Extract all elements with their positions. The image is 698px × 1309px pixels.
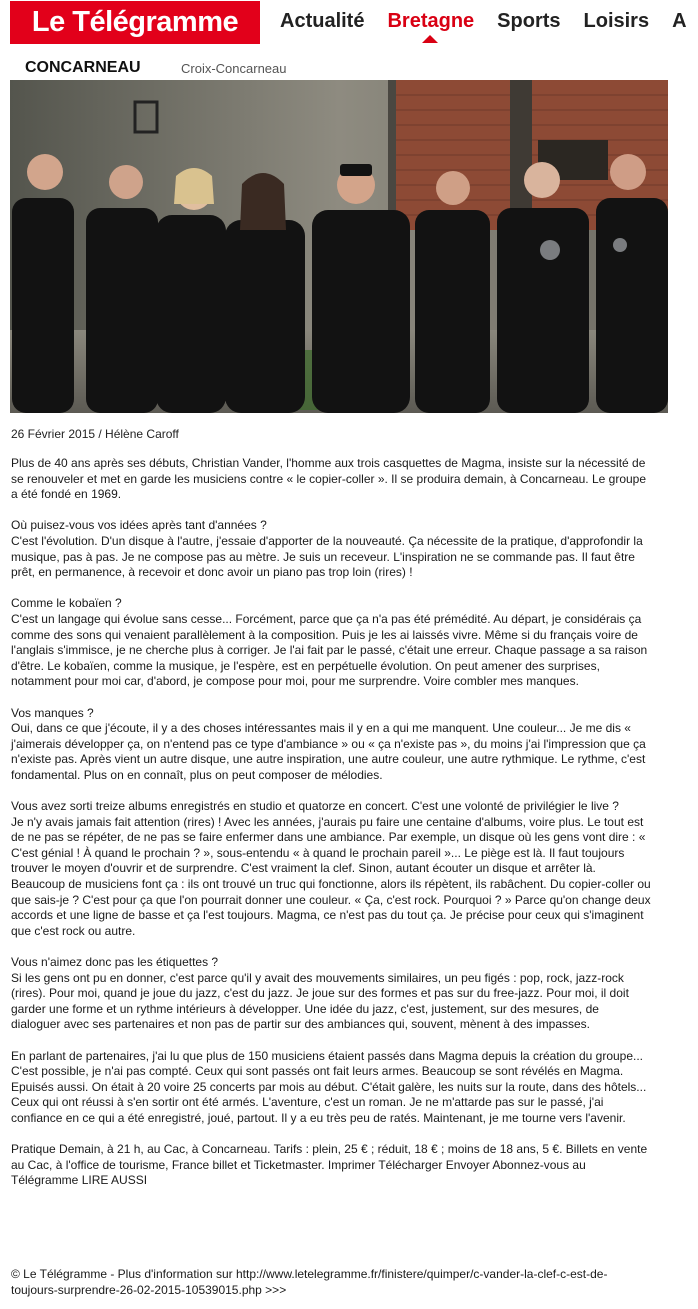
article-paragraph: Vous avez sorti treize albums enregistrés en studio et quatorze en concert. C'est une volonté de privilégier le live ? Je n'y avais jamais fait attention (rires) ! Avec les années, j'aurais pu faire une centaine d'albums, voire plus. Le tout est de ne pas se répéter, de ne pas se faire enfermer dans une ambiance. Par exemple, un disque où les gens vont dire : « C'est génial ! À quand le prochain ? », sous-entendu « à quand le prochain pareil »... Le piège est là. Il faut toujours trouver le moyen d'ouvrir et de surprendre. C'est vraiment la clef. Sinon, autant écouter un disque et arrêter là. Beaucoup de musiciens font ça : ils ont trouvé un truc qui fonctionne, alors ils répètent, ils rabâchent. Du copier-coller ou que sais-je ? C'est pour ça que l'on pourrait donner une couleur. « Ça, c'est rock. Pourquoi ? » Parce qu'on change deux accords et une ligne de basse et ça l'est toujours. Magma, ce n'est pas du tout ça. Je précise pour ceux qui s'imaginent que c'est rock ou autre. [11,799,651,938]
article-paragraph: Où puisez-vous vos idées après tant d'années ? C'est l'évolution. D'un disque à l'autre, j'essaie d'apporter de la nouveauté. Ça nécessite de la pratique, d'approfondir la musique, pas à pas. Je ne compose pas au mètre. Je suis un receveur. L'inspiration ne se commande pas. Il faut être prêt, en permanence, à recevoir et donc avoir un piano pas trop loin (rires) ! [11,518,643,580]
article-footer-source[interactable]: © Le Télégramme - Plus d'information sur http://www.letelegramme.fr/finistere/quimper/c-vander-la-clef-c-est-de-toujours-surprendre-26-02-2015-10539015.php >>> [11,1267,608,1297]
article-paragraph: Vous n'aimez donc pas les étiquettes ? Si les gens ont pu en donner, c'est parce qu'il y avait des mouvements similaires, un peu figés : pop, rock, jazz-rock (rires). Pour moi, quand je joue du jazz, c'est du jazz. Je joue sur des formes et pas sur du free-jazz. Pour moi, il doit garder une forme et un rythme intérieurs à développer. Une idée du jazz, c'est, justement, sur des mesures, de dialoguer avec ses partenaires et non pas de partir sur des ambiances qui, souvent, mènent à des impasses. [11,955,629,1032]
article-meta: 26 Février 2015 / Hélène Caroff [11,427,179,441]
subcity-link[interactable]: Croix-Concarneau [181,61,287,76]
site-header [0,0,687,52]
main-nav [268,0,698,44]
nav-loisirs[interactable]: Loisirs [583,10,650,32]
article-body [11,456,651,1205]
article-paragraph: En parlant de partenaires, j'ai lu que plus de 150 musiciens étaient passés dans Magma depuis la création du groupe... C'est possible, je n'ai pas compté. Ceux qui sont passés ont fait leurs armes. Beaucoup se sont révélés en Magma. Epuisés aussi. On était à 20 voire 25 concerts par mois au début. C'était galère, les nuits sur la route, dans des hôtels... Ceux qui ont réussi à s'en sortir ont été armés. L'aventure, c'est un roman. Je ne m'attarde pas sur le passé, j'ai confiance en ce qui a été enregistré, joué, partout. Il y a eu très peu de ratés. Maintenant, je me tourne vers l'avenir. [11,1048,647,1125]
nav-actualite[interactable]: Actualité [280,10,365,32]
nav-more[interactable]: A [672,10,687,32]
article-photo [10,80,668,413]
sub-nav [0,52,668,80]
nav-bretagne-label: Bretagne [387,10,475,32]
article-paragraph: Plus de 40 ans après ses débuts, Christian Vander, l'homme aux trois casquettes de Magma, insiste sur la nécessité de se renouveler et met en garde les musiciens contre « le copier-coller ». Il se produira demain, à Concarneau. Le groupe a été fondé en 1969. [11,456,647,502]
band-photo-illustration [10,80,668,413]
article-paragraph: Vos manques ? Oui, dans ce que j'écoute, il y a des choses intéressantes mais il y en a qui me manquent. Une couleur... Je me dis « j'aimerais développer ça, on n'entend pas ce type d'ambiance » ou « ça n'existe pas », du moins j'ai l'impression que ça n'existe pas. Après vient un autre disque, une autre inspiration, une autre couleur, une autre rythmique. Le rythme, c'est fondamental. Plus on en connaît, plus on peut composer de mélodies. [11,705,646,782]
active-caret-icon [422,35,438,43]
site-logo[interactable]: Le Télégramme [10,1,260,44]
nav-sports[interactable]: Sports [497,10,561,32]
city-heading[interactable]: CONCARNEAU [25,59,141,76]
nav-bretagne[interactable] [375,0,485,44]
article-paragraph: Pratique Demain, à 21 h, au Cac, à Concarneau. Tarifs : plein, 25 € ; réduit, 18 € ; moins de 18 ans, 5 €. Billets en vente au Cac, à l'office de tourisme, France billet et Ticketmaster. Imprimer Télécharger Envoyer Abonnez-vous au Télégramme LIRE AUSSI [11,1142,648,1188]
article-paragraph: Comme le kobaïen ? C'est un langage qui évolue sans cesse... Forcément, parce que ça n'a pas été prémédité. Au départ, je considérais ça comme des sons qui venaient parallèlement à la composition. Puis je les ai laissés vivre. Même si du français voire de l'anglais s'immisce, je ne cherche plus à corriger. Je l'ai fait par le passé, c'était une erreur. Chaque passage a sa raison d'être. Le kobaïen, comme la musique, je l'espère, est en perpétuelle évolution. On peut amener des surprises, notamment pour moi car, d'abord, je compose pour moi, pour me surprendre. Voire combler mes manques. [11,596,648,689]
